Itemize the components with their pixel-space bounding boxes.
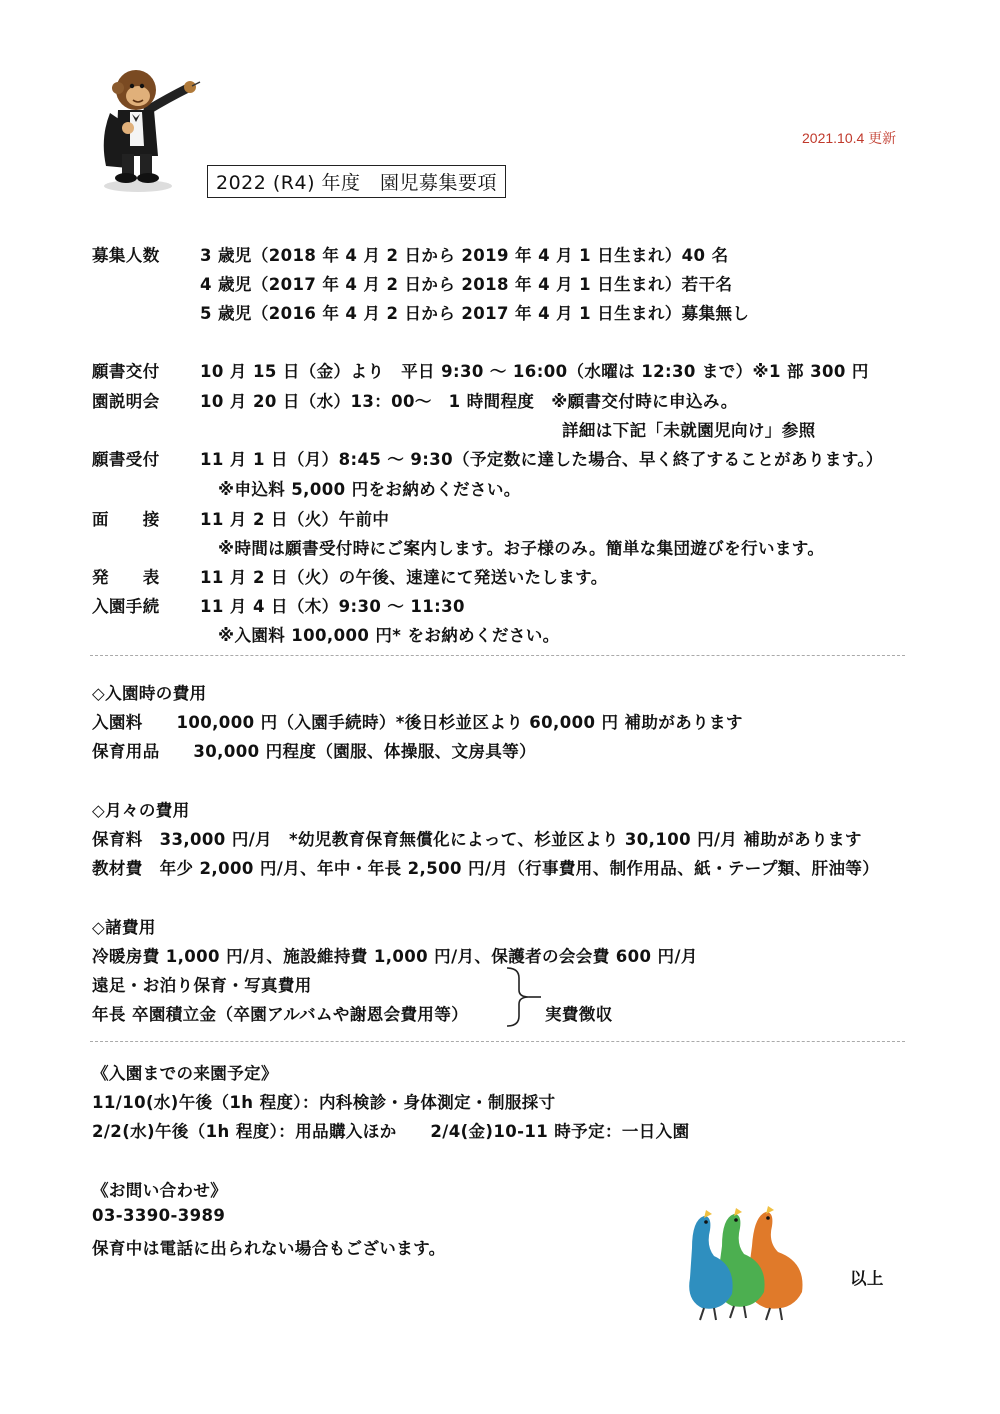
interview-label: 面 接: [92, 510, 160, 529]
misc-cost-row: 遠足・お泊り保育・写真費用: [92, 976, 312, 995]
recruit-row-5yo: 5 歳児（2016 年 4 月 2 日から 2017 年 4 月 1 日生まれ）募集無し: [200, 304, 750, 323]
enroll-note: ※入園料 100,000 円* をお納めください。: [218, 626, 560, 645]
section-divider: [90, 1041, 905, 1042]
app-recv-note: ※申込料 5,000 円をお納めください。: [218, 480, 521, 499]
interview-text: 11 月 2 日（火）午前中: [200, 510, 390, 529]
misc-cost-row: 冷暖房費 1,000 円/月、施設維持費 1,000 円/月、保護者の会会費 600 円/月: [92, 947, 698, 966]
briefing-label: 園説明会: [92, 392, 160, 411]
section-divider: [90, 655, 905, 656]
monthly-cost-row: 保育料 33,000 円/月 *幼児教育保育無償化によって、杉並区より 30,100 円/月 補助があります: [92, 830, 862, 849]
right-brace-icon: [505, 966, 545, 1028]
update-date: 2021.10.4 更新: [802, 130, 897, 146]
monthly-cost-heading: ◇月々の費用: [92, 801, 190, 820]
app-dist-text: 10 月 15 日（金）より 平日 9:30 ～ 16:00（水曜は 12:30 まで）※1 部 300 円: [200, 362, 869, 381]
contact-heading: 《お問い合わせ》: [92, 1181, 228, 1200]
page-title: 2022 (R4) 年度 園児募集要項: [207, 165, 506, 198]
closing-text: 以上: [850, 1269, 884, 1288]
monthly-cost-row: 教材費 年少 2,000 円/月、年中・年長 2,500 円/月（行事費用、制作用品、紙・テープ類、肝油等）: [92, 859, 880, 878]
briefing-text: 10 月 20 日（水）13：00～ 1 時間程度 ※願書交付時に申込み。: [200, 392, 738, 411]
monkey-conductor-illustration: [88, 58, 203, 193]
recruit-row-4yo: 4 歳児（2017 年 4 月 2 日から 2018 年 4 月 1 日生まれ）若干名: [200, 275, 733, 294]
misc-cost-row: 年長 卒園積立金（卒園アルバムや謝恩会費用等）: [92, 1005, 469, 1024]
announce-text: 11 月 2 日（火）の午後、速達にて発送いたします。: [200, 568, 608, 587]
enroll-label: 入園手続: [92, 597, 160, 616]
briefing-note: 詳細は下記「未就園児向け」参照: [562, 421, 816, 440]
app-recv-text: 11 月 1 日（月）8:45 ～ 9:30（予定数に達した場合、早く終了することがあります。）: [200, 450, 883, 469]
entry-cost-row: 保育用品 30,000 円程度（園服、体操服、文房具等）: [92, 742, 537, 761]
enroll-text: 11 月 4 日（木）9:30 ～ 11:30: [200, 597, 465, 616]
visits-row: 11/10(水)午後（1h 程度）：内科検診・身体測定・制服採寸: [92, 1093, 556, 1112]
contact-note: 保育中は電話に出られない場合もございます。: [92, 1239, 446, 1258]
recruit-label: 募集人数: [92, 246, 160, 265]
announce-label: 発 表: [92, 568, 160, 587]
ducks-illustration: [682, 1196, 812, 1326]
entry-cost-row: 入園料 100,000 円（入園手続時）*後日杉並区より 60,000 円 補助があります: [92, 713, 743, 732]
entry-cost-heading: ◇入園時の費用: [92, 684, 207, 703]
visits-heading: 《入園までの来園予定》: [92, 1064, 278, 1083]
recruit-row-3yo: 3 歳児（2018 年 4 月 2 日から 2019 年 4 月 1 日生まれ）40 名: [200, 246, 729, 265]
visits-row: 2/2(水)午後（1h 程度）：用品購入ほか 2/4(金)10-11 時予定：一日入園: [92, 1122, 690, 1141]
interview-note: ※時間は願書受付時にご案内します。お子様のみ。簡単な集団遊びを行います。: [218, 539, 825, 558]
app-recv-label: 願書受付: [92, 450, 160, 469]
app-dist-label: 願書交付: [92, 362, 160, 381]
brace-note: 実費徴収: [545, 1005, 613, 1024]
contact-phone: 03-3390-3989: [92, 1206, 226, 1225]
misc-cost-heading: ◇諸費用: [92, 918, 156, 937]
